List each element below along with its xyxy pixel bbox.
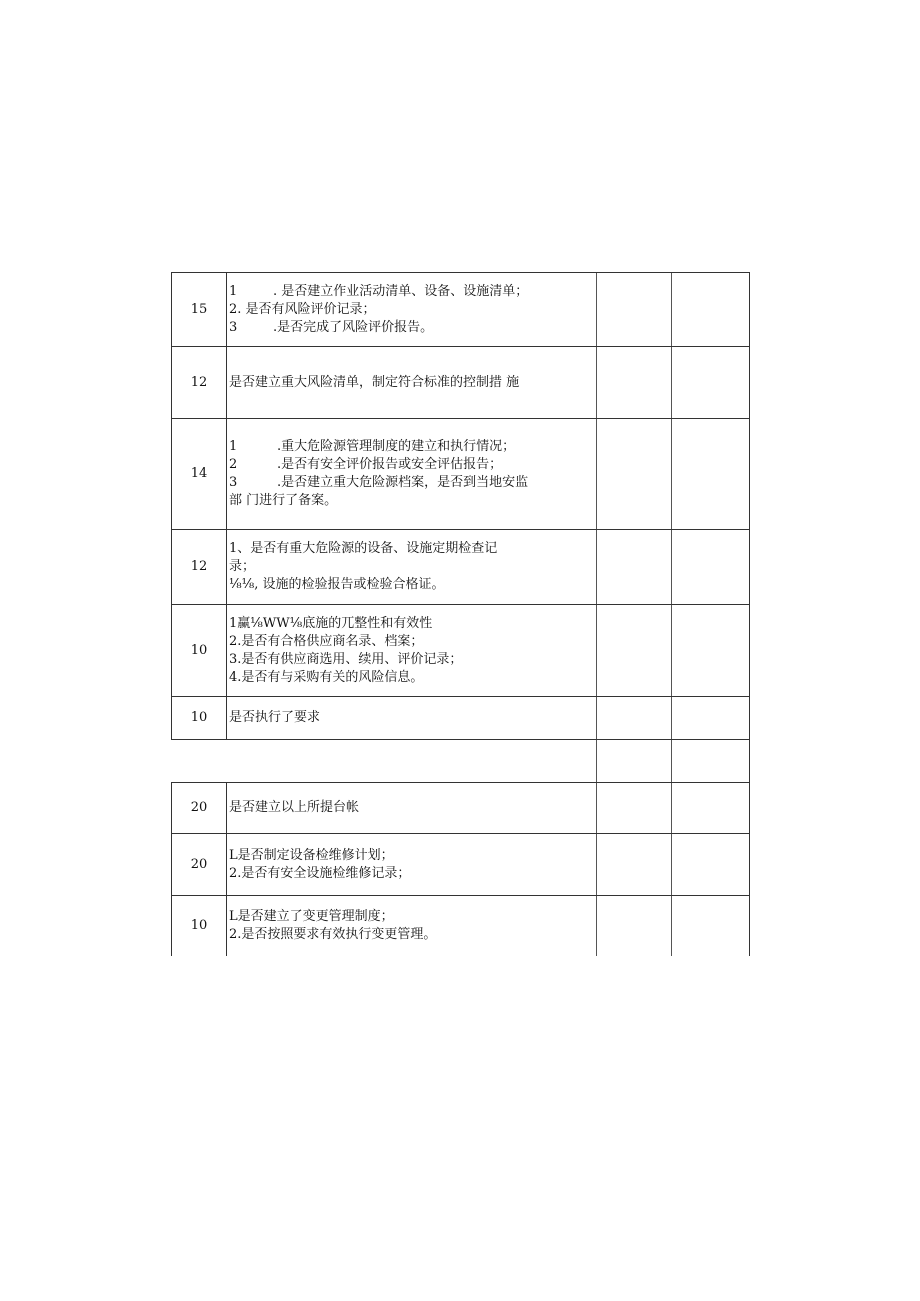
blank-cell (672, 783, 750, 834)
criteria-line (229, 669, 596, 687)
criteria-text: 部 门进行了备案。 (229, 493, 338, 508)
blank-cell (672, 605, 750, 697)
criteria-cell (227, 530, 597, 605)
item-number: 1 (229, 439, 238, 454)
blank-cell (672, 834, 750, 896)
score-cell: 15 (172, 273, 227, 347)
criteria-text: 1、是否有重大危险源的设备、设施定期检查记 (229, 541, 498, 556)
table-row (172, 896, 750, 956)
blank-cell (597, 783, 672, 834)
table-row (172, 419, 750, 530)
blank-cell (672, 419, 750, 530)
criteria-line (229, 301, 596, 319)
criteria-line (229, 615, 596, 633)
criteria-text: 2.是否按照要求有效执行变更管理。 (229, 926, 437, 942)
criteria-line (229, 492, 596, 510)
table-row (172, 530, 750, 605)
criteria-cell (227, 419, 597, 530)
blank-cell (597, 740, 672, 783)
criteria-line (229, 456, 596, 474)
criteria-line (229, 799, 596, 817)
blank-cell (672, 697, 750, 740)
blank-cell (672, 740, 750, 783)
criteria-line (229, 438, 596, 456)
criteria-line (229, 926, 596, 944)
table-row (172, 347, 750, 419)
criteria-line (229, 847, 596, 865)
criteria-text: ⅛⅛, 设施的检验报告或检验合格证。 (229, 577, 445, 592)
criteria-text: .是否建立重大危险源档案，是否到当地安监 (277, 475, 529, 490)
criteria-cell (227, 896, 597, 956)
blank-cell (672, 273, 750, 347)
criteria-line (229, 374, 596, 392)
criteria-cell (227, 605, 597, 697)
score-cell: 12 (172, 347, 227, 419)
blank-cell (597, 273, 672, 347)
table-row (172, 697, 750, 740)
criteria-cell (227, 697, 597, 740)
blank-cell (672, 347, 750, 419)
score-cell: 10 (172, 896, 227, 956)
criteria-text: 录； (229, 559, 256, 574)
blank-cell (672, 530, 750, 605)
criteria-text: 4.是否有与采购有关的风险信息。 (229, 669, 424, 685)
criteria-line (229, 908, 596, 926)
checklist-rows (172, 273, 750, 956)
criteria-text: 2.是否有合格供应商名录、档案； (229, 633, 424, 649)
blank-cell (597, 530, 672, 605)
blank-cell (597, 605, 672, 697)
score-cell: 20 (172, 834, 227, 896)
criteria-text: . 是否建立作业活动清单、设备、设施清单； (273, 283, 529, 299)
table-row (172, 783, 750, 834)
table-row (172, 834, 750, 896)
criteria-text: 是否建立以上所提台帐 (229, 800, 360, 815)
criteria-line (229, 709, 596, 727)
criteria-line (229, 474, 596, 492)
criteria-cell (227, 347, 597, 419)
score-cell: 10 (172, 697, 227, 740)
score-cell: 20 (172, 783, 227, 834)
checklist-sheet (171, 272, 749, 956)
criteria-cell (227, 783, 597, 834)
blank-cell (597, 834, 672, 896)
criteria-line (229, 283, 596, 301)
item-number: 2 (229, 457, 238, 472)
criteria-cell (227, 273, 597, 347)
criteria-text: .是否有安全评价报告或安全评估报告； (277, 457, 503, 472)
criteria-text: 3.是否有供应商选用、续用、评价记录； (229, 651, 463, 667)
criteria-line (229, 576, 596, 594)
blank-cell (597, 896, 672, 956)
empty-merged-cell (172, 740, 597, 783)
criteria-line (229, 865, 596, 883)
criteria-text: 是否建立重大风险清单，制定符合标准的控制措 施 (229, 374, 520, 390)
blank-cell (597, 697, 672, 740)
criteria-line (229, 319, 596, 337)
score-cell: 14 (172, 419, 227, 530)
blank-cell (672, 896, 750, 956)
score-cell: 10 (172, 605, 227, 697)
item-number: 3 (229, 475, 238, 490)
criteria-text: 1赢⅛WW⅛底施的兀整性和有效性 (229, 615, 433, 631)
criteria-text: .是否完成了风险评价报告。 (273, 319, 434, 335)
criteria-line (229, 633, 596, 651)
item-number: 1 (229, 283, 238, 299)
checklist-table (171, 272, 750, 956)
criteria-text: 2. 是否有风险评价记录； (229, 301, 376, 317)
blank-cell (597, 347, 672, 419)
criteria-text: L是否制定设备检维修计划； (229, 847, 394, 863)
criteria-cell (227, 834, 597, 896)
score-cell: 12 (172, 530, 227, 605)
table-row (172, 605, 750, 697)
criteria-text: 2.是否有安全设施检维修记录； (229, 865, 411, 881)
criteria-line (229, 651, 596, 669)
criteria-line (229, 540, 596, 558)
criteria-line (229, 558, 596, 576)
table-row (172, 273, 750, 347)
criteria-text: L是否建立了变更管理制度； (229, 908, 394, 924)
table-row (172, 740, 750, 783)
item-number: 3 (229, 319, 238, 335)
criteria-text: 是否执行了要求 (229, 710, 321, 725)
criteria-text: .重大危险源管理制度的建立和执行情况； (277, 439, 516, 454)
blank-cell (597, 419, 672, 530)
